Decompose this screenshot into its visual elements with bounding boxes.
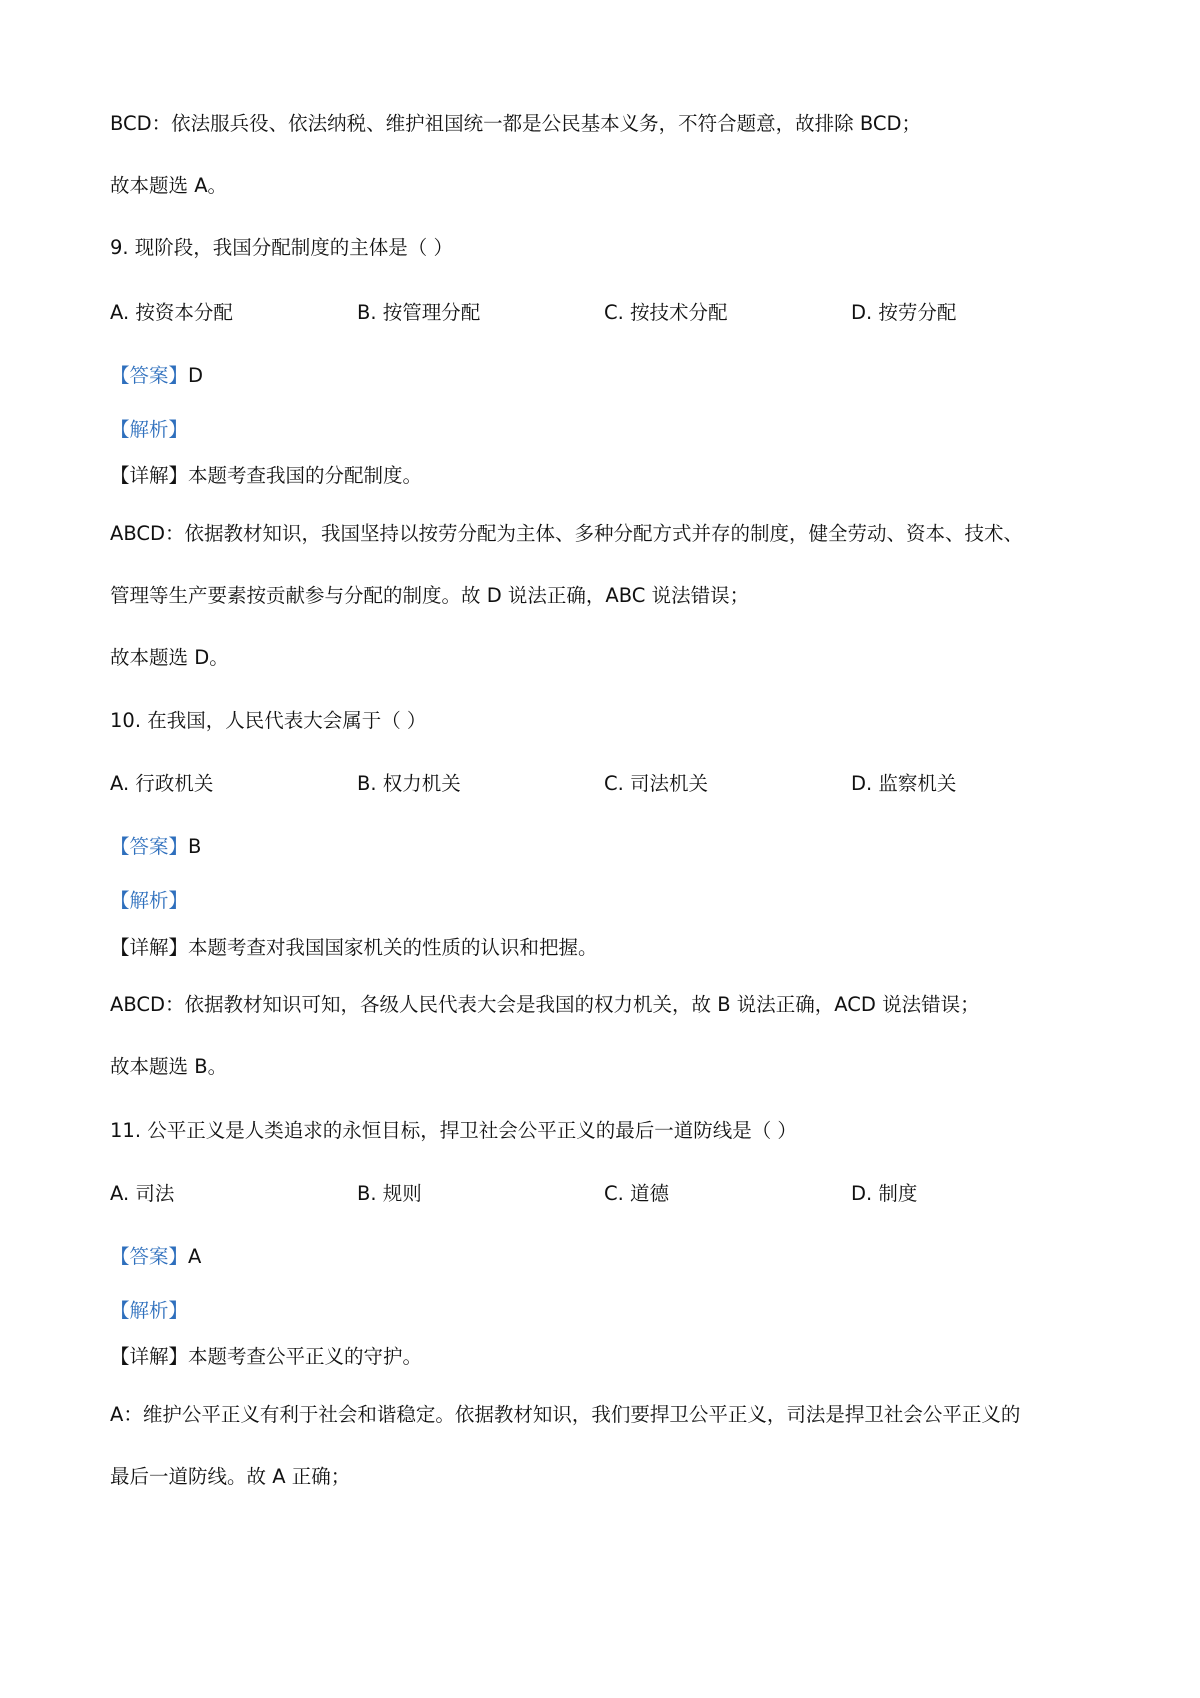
question-stem: 11. 公平正义是人类追求的永恒目标，捍卫社会公平正义的最后一道防线是（ ）	[110, 1119, 797, 1142]
option-b: B. 规则	[357, 1182, 422, 1205]
answer-value: D	[188, 364, 204, 387]
answer-label: 【答案】	[110, 364, 189, 387]
analysis-line: ABCD：依据教材知识，我国坚持以按劳分配为主体、多种分配方式并存的制度，健全劳动、资本、技术、	[110, 522, 1024, 545]
analysis-label: 【解析】	[110, 418, 189, 441]
option-c: C. 司法机关	[604, 772, 709, 795]
option-a: A. 按资本分配	[110, 301, 233, 324]
answer-label: 【答案】	[110, 1245, 189, 1268]
answer-line	[110, 837, 201, 857]
answer-label: 【答案】	[110, 835, 189, 858]
detail-line: 【详解】本题考查对我国国家机关的性质的认识和把握。	[110, 936, 598, 959]
analysis-line: ABCD：依据教材知识可知，各级人民代表大会是我国的权力机关，故 B 说法正确，ACD 说法错误；	[110, 993, 980, 1016]
option-c: C. 按技术分配	[604, 301, 728, 324]
option-b: B. 权力机关	[357, 772, 461, 795]
conclusion: 故本题选 B。	[110, 1055, 228, 1078]
answer-line	[110, 366, 203, 386]
option-a: A. 行政机关	[110, 772, 214, 795]
analysis-line: 最后一道防线。故 A 正确；	[110, 1465, 351, 1488]
detail-line: 【详解】本题考查我国的分配制度。	[110, 464, 423, 487]
analysis-line: A：维护公平正义有利于社会和谐稳定。依据教材知识，我们要捍卫公平正义，司法是捍卫社会公平正义的	[110, 1403, 1021, 1426]
answer-line	[110, 1247, 201, 1267]
options-row	[110, 303, 1110, 327]
option-d: D. 按劳分配	[851, 301, 957, 324]
conclusion: 故本题选 D。	[110, 646, 229, 669]
options-row	[110, 774, 1110, 798]
question-stem: 9. 现阶段，我国分配制度的主体是（ ）	[110, 236, 454, 259]
option-d: D. 监察机关	[851, 772, 957, 795]
answer-value: B	[188, 835, 202, 858]
option-b: B. 按管理分配	[357, 301, 481, 324]
answer-value: A	[188, 1245, 202, 1268]
option-a: A. 司法	[110, 1182, 175, 1205]
question-stem: 10. 在我国，人民代表大会属于（ ）	[110, 709, 427, 732]
analysis-label: 【解析】	[110, 889, 189, 912]
analysis-label: 【解析】	[110, 1299, 189, 1322]
options-row	[110, 1184, 1110, 1208]
analysis-line: BCD：依法服兵役、依法纳税、维护祖国统一都是公民基本义务，不符合题意，故排除 BCD；	[110, 112, 922, 135]
analysis-line: 管理等生产要素按贡献参与分配的制度。故 D 说法正确，ABC 说法错误；	[110, 584, 750, 607]
detail-line: 【详解】本题考查公平正义的守护。	[110, 1345, 423, 1368]
conclusion: 故本题选 A。	[110, 174, 228, 197]
option-c: C. 道德	[604, 1182, 670, 1205]
option-d: D. 制度	[851, 1182, 918, 1205]
